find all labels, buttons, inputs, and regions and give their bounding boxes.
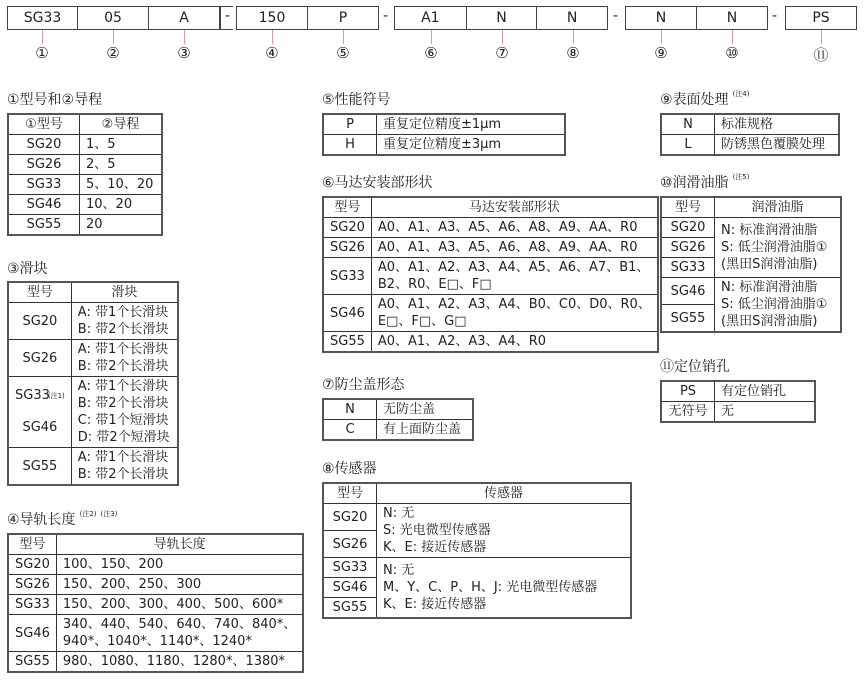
model-lead-table (7, 113, 163, 236)
table-cell: SG46 (661, 278, 715, 305)
table-row (8, 303, 178, 340)
table-cell: SG46 (323, 295, 371, 332)
table-cell (715, 218, 842, 278)
text: A0、A1、A2、A3、A4、B0、C0、D0、R0、 (377, 297, 651, 312)
text: B: 带2个长滑块 (77, 359, 169, 374)
text: N: 标准润滑油脂 (721, 280, 818, 295)
table-cell: 有上面防尘盖 (377, 420, 474, 441)
text: (注3) (100, 510, 118, 518)
code-model: SG33 (8, 7, 78, 29)
text: (注4) (732, 90, 750, 98)
table-row (8, 215, 162, 236)
code-motor-mount: A1 (395, 7, 467, 29)
table-row (661, 218, 841, 238)
table-cell: 马达安装部形状 (371, 197, 657, 218)
text: (黑田S润滑油脂) (721, 314, 818, 329)
table-cell: SG26 (8, 575, 56, 595)
table-row (8, 595, 303, 615)
table-cell: SG55 (323, 332, 371, 353)
table-cell: SG33 (661, 258, 715, 278)
table-cell: 5、10、20 (80, 175, 163, 195)
callout-connector (502, 30, 503, 44)
text: K、E: 接近传感器 (383, 540, 487, 555)
table-cell: SG55 (8, 448, 71, 486)
slider-table (7, 281, 179, 486)
callout-connector (113, 30, 114, 44)
table-cell: SG55 (661, 305, 715, 333)
table-cell: SG26 (8, 155, 80, 175)
callout-9: ⑨ (654, 44, 668, 62)
table-row (8, 555, 303, 575)
table-row (323, 135, 565, 156)
table-cell: SG33 (8, 175, 80, 195)
table-cell (71, 340, 178, 377)
text: ⑩润滑油脂 (660, 175, 729, 191)
table-cell: 10、20 (80, 195, 163, 215)
text (15, 387, 65, 405)
table-cell (71, 448, 178, 486)
section-title-grease (660, 172, 749, 192)
text: N: 无 (383, 563, 415, 578)
table-cell: SG55 (8, 215, 80, 236)
table-cell: SG20 (8, 135, 80, 155)
code-rail-length: 150 (237, 7, 308, 29)
table-cell: SG55 (323, 598, 377, 619)
text: A: 带1个长滑块 (77, 379, 169, 394)
table-cell: PS (661, 381, 715, 402)
table-row (323, 558, 631, 578)
table-cell: P (323, 114, 377, 135)
table-cell: SG26 (8, 340, 71, 377)
text (323, 114, 565, 155)
text (323, 483, 631, 504)
table-row (323, 399, 473, 420)
text (323, 197, 658, 218)
table-row (8, 195, 162, 215)
table-cell: 型号 (8, 534, 56, 555)
table-row (8, 135, 162, 155)
code-separator: - (613, 8, 619, 24)
callout-connector (343, 30, 344, 44)
callout-7: ⑦ (495, 44, 509, 62)
table-cell: SG20 (8, 555, 56, 575)
text: N: 无 (383, 506, 415, 521)
table-cell (56, 615, 303, 652)
section-title-motor-mount: ⑥马达安装部形状 (322, 175, 433, 191)
table-cell: SG20 (661, 218, 715, 238)
text: ⑨表面处理 (660, 92, 729, 108)
table-cell: SG33 (8, 595, 56, 615)
table-cell: 无符号 (661, 402, 715, 423)
performance-table (322, 113, 566, 156)
table-cell (71, 377, 178, 448)
table-row (661, 381, 815, 402)
table-row (8, 155, 162, 175)
table-cell: N (323, 399, 377, 420)
text: B2、R0、E□、F□ (377, 277, 492, 292)
table-cell: A0、A1、A3、A5、A6、A8、A9、AA、R0 (371, 218, 657, 238)
header-lead: ②导程 (80, 114, 163, 135)
text: ④导轨长度 (7, 512, 76, 528)
text (8, 282, 178, 485)
table-cell: SG33 (323, 558, 377, 578)
table-cell (71, 303, 178, 340)
table-cell (377, 558, 632, 619)
table-cell: 滑块 (71, 282, 178, 303)
text: N: 标准润滑油脂 (721, 223, 818, 238)
table-cell: N (661, 114, 715, 135)
table-row (323, 504, 631, 531)
table-cell: 无 (715, 402, 816, 423)
section-title-surface (660, 89, 749, 109)
motor-mount-table (322, 196, 659, 353)
text (323, 483, 631, 618)
table-row (8, 615, 303, 652)
table-cell: SG55 (8, 652, 56, 673)
text: S: 低尘润滑油脂① (721, 297, 828, 312)
text (8, 114, 162, 135)
table-cell: 980、1080、1180、1280*、1380* (56, 652, 303, 673)
table-row (8, 575, 303, 595)
text (15, 405, 65, 419)
table-row (8, 652, 303, 673)
table-cell (371, 295, 657, 332)
section-title-dust-cover: ⑦防尘盖形态 (322, 377, 405, 393)
grease-table (660, 196, 842, 333)
callout-connector (573, 30, 574, 44)
callout-10: ⑩ (725, 44, 739, 62)
table-cell: SG26 (323, 238, 371, 258)
table-cell: H (323, 135, 377, 156)
table-cell: 型号 (661, 197, 715, 218)
table-cell: SG20 (323, 504, 377, 531)
table-cell: 20 (80, 215, 163, 236)
table-cell: SG26 (661, 238, 715, 258)
code-group-1 (7, 6, 233, 30)
code-group-2 (236, 6, 379, 30)
text: B: 带2个长滑块 (77, 396, 169, 411)
text (8, 534, 303, 672)
text (661, 197, 841, 218)
table-row (323, 114, 565, 135)
callout-connector (272, 30, 273, 44)
table-cell: 100、150、200 (56, 555, 303, 575)
table-row (323, 295, 658, 332)
code-group-4 (625, 6, 768, 30)
table-row (661, 114, 839, 135)
table-row (323, 218, 658, 238)
code-sensor: N (537, 7, 608, 29)
code-group-5 (785, 6, 857, 30)
table-row (8, 448, 178, 486)
text: B: 带2个长滑块 (77, 467, 169, 482)
code-dust-cover: N (467, 7, 538, 29)
text: SG46 (22, 420, 58, 435)
text (661, 381, 815, 422)
code-slider: A (149, 7, 220, 29)
table-cell: SG46 (8, 615, 56, 652)
code-lead: 05 (78, 7, 149, 29)
pin-hole-table (660, 380, 816, 423)
table-cell: 型号 (323, 483, 377, 504)
text: 340、440、540、640、740、840*、 (62, 617, 297, 632)
text: S: 光电微型传感器 (383, 523, 491, 538)
text: S: 低尘润滑油脂① (721, 240, 828, 255)
text: A: 带1个长滑块 (77, 305, 169, 320)
callout-5: ⑤ (336, 44, 350, 62)
text (8, 534, 303, 555)
table-cell: 重复定位精度±3μm (377, 135, 566, 156)
table-cell: A0、A1、A3、A5、A6、A8、A9、AA、R0 (371, 238, 657, 258)
table-cell: 150、200、250、300 (56, 575, 303, 595)
text (323, 399, 473, 440)
table-cell: 润滑油脂 (715, 197, 842, 218)
table-row (661, 278, 841, 305)
text: (黑田S润滑油脂) (721, 257, 818, 272)
text: A: 带1个长滑块 (77, 342, 169, 357)
table-cell: A0、A1、A2、A3、A4、R0 (371, 332, 657, 353)
sensor-table (322, 482, 632, 619)
callout-3: ③ (177, 44, 191, 62)
text: C: 带1个短滑块 (77, 413, 169, 428)
callout-connector (431, 30, 432, 44)
table-row (323, 258, 658, 295)
text: E□、F□、G□ (377, 314, 467, 329)
table-cell: 型号 (323, 197, 371, 218)
callout-2: ② (106, 44, 120, 62)
table-row (661, 402, 815, 423)
text: A0、A1、A2、A3、A4、A5、A6、A7、B1、 (377, 260, 650, 275)
code-separator: - (772, 8, 778, 24)
text: K、E: 接近传感器 (383, 597, 487, 612)
text (8, 282, 178, 303)
table-cell: 标准规格 (715, 114, 840, 135)
callout-connector (184, 30, 185, 44)
code-performance: P (308, 7, 379, 29)
callout-connector (42, 30, 43, 44)
surface-table (660, 113, 840, 156)
table-cell (8, 377, 71, 448)
table-cell: 无防尘盖 (377, 399, 474, 420)
callout-1: ① (35, 44, 49, 62)
table-row (661, 135, 839, 156)
section-title-slider: ③滑块 (7, 261, 48, 277)
table-cell: 传感器 (377, 483, 632, 504)
table-cell: SG20 (8, 303, 71, 340)
table-cell: 重复定位精度±1μm (377, 114, 566, 135)
table-row (8, 175, 162, 195)
table-row (323, 332, 658, 353)
text (220, 7, 221, 29)
table-cell: 有定位销孔 (715, 381, 816, 402)
rail-length-table (7, 533, 304, 673)
code-separator: - (225, 8, 231, 24)
callout-connector (732, 30, 733, 44)
code-separator: - (383, 8, 389, 24)
table-cell: SG46 (8, 195, 80, 215)
callout-connector (661, 30, 662, 44)
code-surface: N (626, 7, 697, 29)
table-cell (715, 278, 842, 333)
callout-8: ⑧ (566, 44, 580, 62)
table-cell: 1、5 (80, 135, 163, 155)
header-model: ①型号 (8, 114, 80, 135)
table-cell: SG33 (323, 258, 371, 295)
text: D: 带2个短滑块 (77, 430, 170, 445)
text: B: 带2个长滑块 (77, 322, 169, 337)
text: M、Y、C、P、H、J: 光电微型传感器 (383, 580, 598, 595)
table-row (8, 377, 178, 448)
section-title-model-lead: ①型号和②导程 (7, 92, 103, 108)
table-cell: C (323, 420, 377, 441)
section-title-performance: ⑤性能符号 (322, 92, 391, 108)
text: (注2) (79, 510, 97, 518)
table-row (323, 238, 658, 258)
table-cell (377, 504, 632, 558)
table-cell (371, 258, 657, 295)
table-row (8, 340, 178, 377)
text: (注5) (732, 173, 750, 181)
callout-6: ⑥ (424, 44, 438, 62)
table-cell: SG46 (323, 578, 377, 598)
code-grease: N (697, 7, 768, 29)
callout-4: ④ (265, 44, 279, 62)
table-cell: 型号 (8, 282, 71, 303)
table-cell: 防锈黑色覆膜处理 (715, 135, 840, 156)
code-group-3 (394, 6, 608, 30)
table-cell: 导轨长度 (56, 534, 303, 555)
text (661, 114, 839, 155)
text (323, 197, 658, 352)
text: A: 带1个长滑块 (77, 450, 169, 465)
section-title-rail-length (7, 509, 117, 529)
text: SG33 (15, 388, 50, 403)
table-cell: SG20 (323, 218, 371, 238)
text (8, 114, 162, 235)
code-pin-hole: PS (786, 7, 857, 29)
callout-11: ⑪ (813, 46, 829, 64)
section-title-pin-hole: ⑪定位销孔 (660, 359, 730, 375)
text: (注1) (47, 392, 65, 400)
table-cell: SG26 (323, 531, 377, 558)
table-cell: 150、200、300、400、500、600* (56, 595, 303, 615)
table-cell: L (661, 135, 715, 156)
table-row (323, 420, 473, 441)
table-cell: 2、5 (80, 155, 163, 175)
text: 940*、1040*、1140*、1240* (62, 634, 252, 649)
callout-connector (821, 30, 822, 44)
section-title-sensor: ⑧传感器 (322, 461, 377, 477)
dust-cover-table (322, 398, 474, 441)
text (661, 197, 841, 332)
